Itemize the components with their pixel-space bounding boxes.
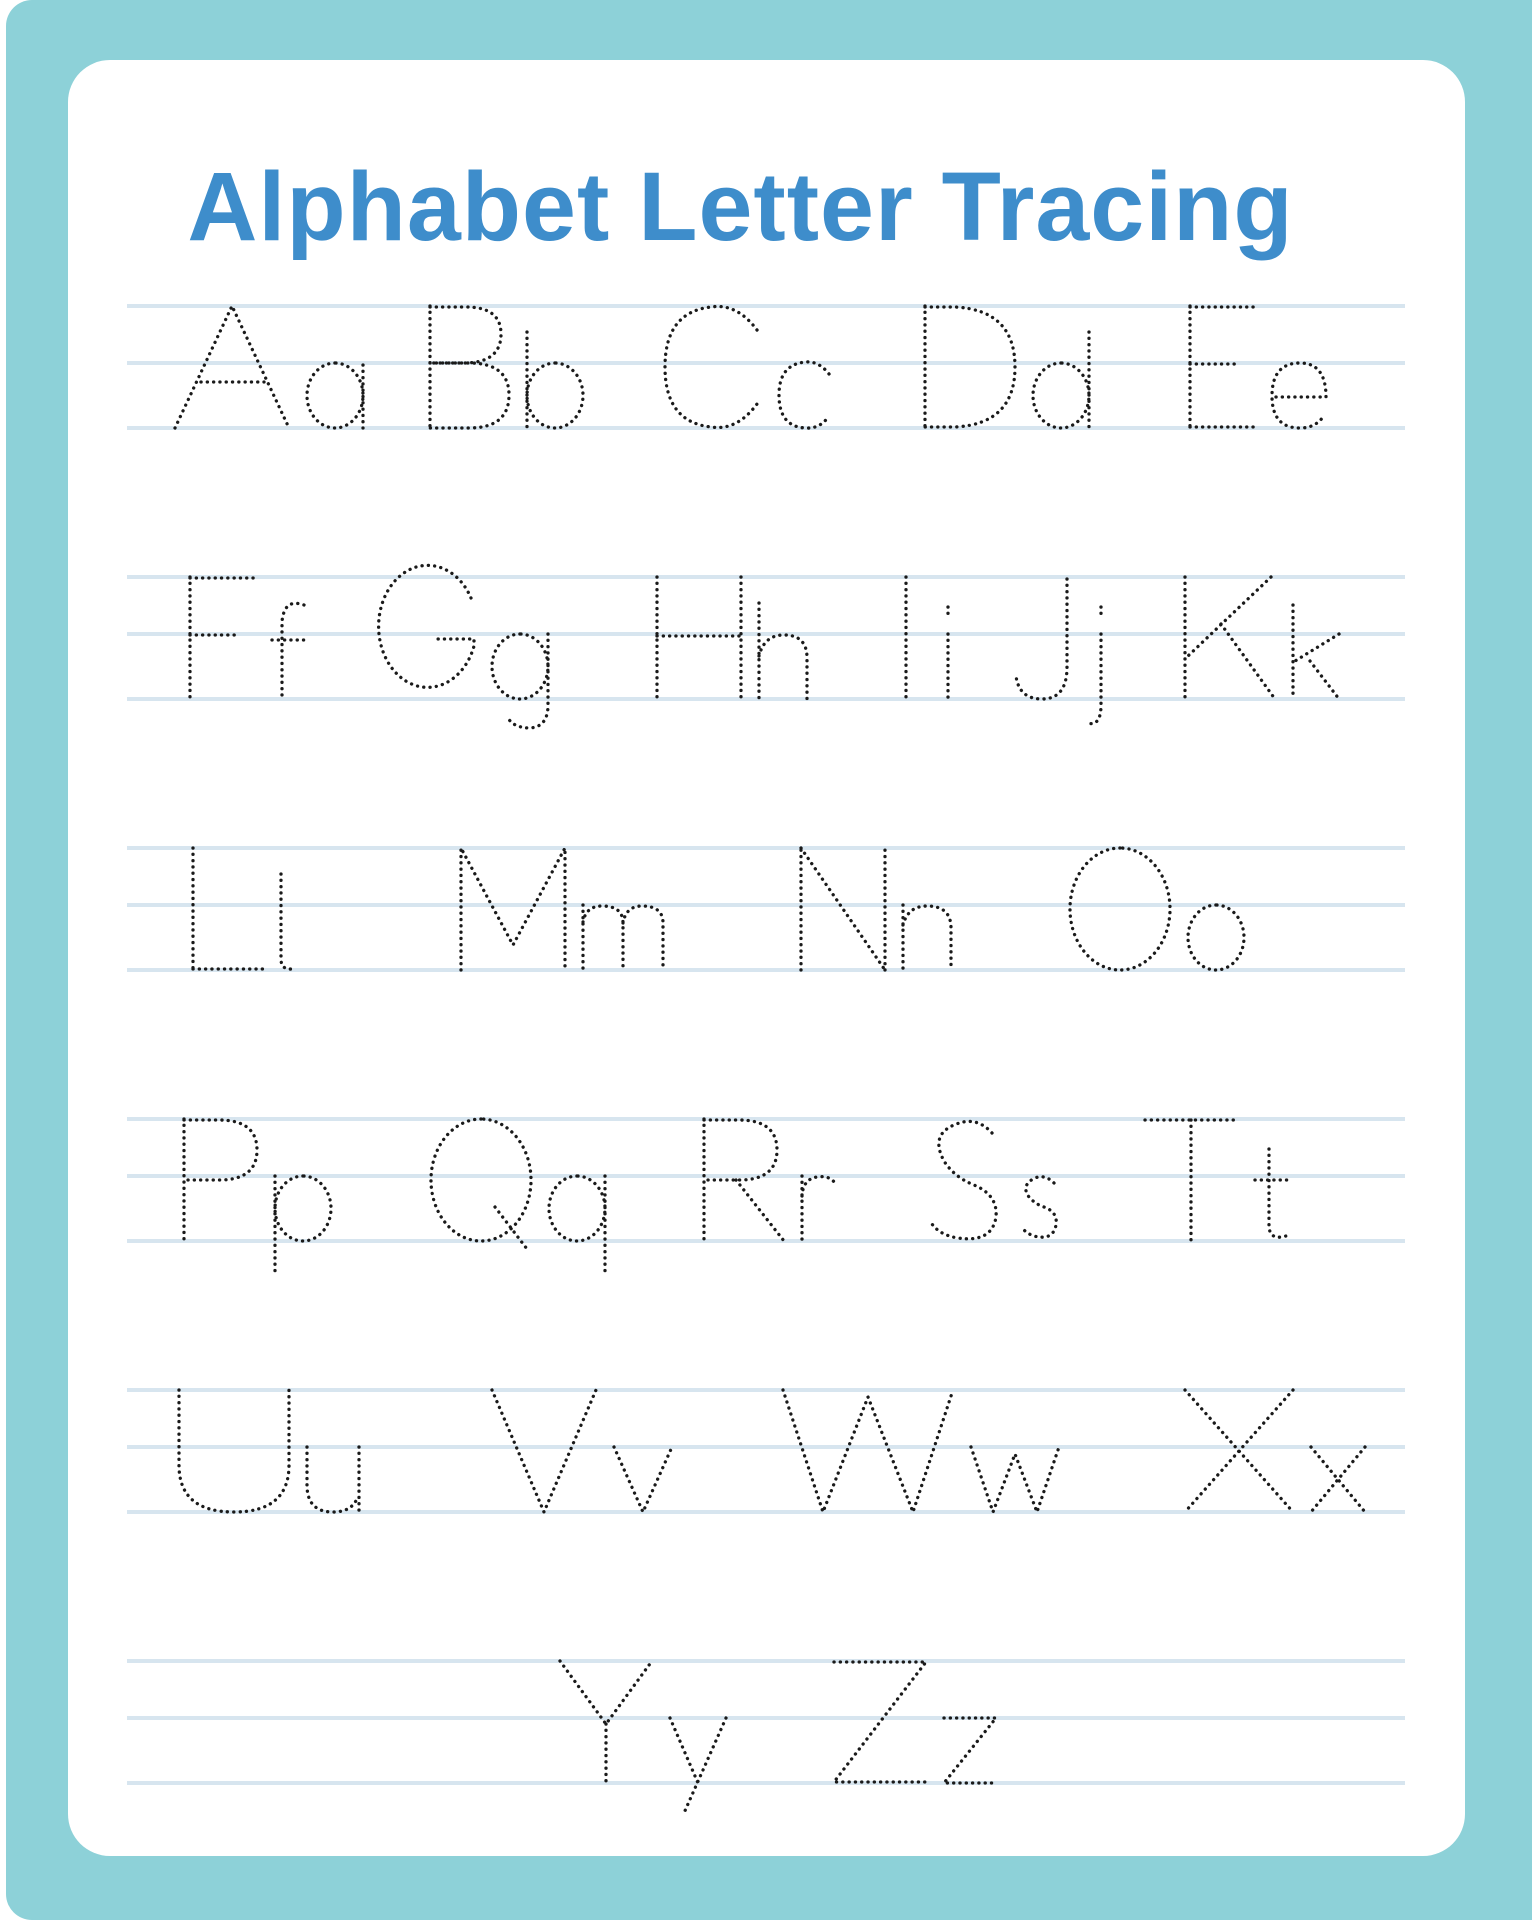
trace-letter-c-lowercase — [779, 362, 829, 428]
trace-letter-o-lowercase — [1188, 905, 1244, 970]
trace-letter-E-uppercase — [1190, 306, 1254, 428]
tracing-row-2 — [127, 565, 1405, 728]
trace-letter-D-uppercase — [925, 306, 1015, 428]
trace-letter-B-uppercase — [430, 306, 509, 428]
trace-letter-s-lowercase — [1021, 1177, 1056, 1237]
tracing-row-1 — [127, 306, 1405, 428]
trace-letter-X-uppercase — [1185, 1390, 1293, 1512]
trace-letter-G-uppercase — [379, 565, 474, 687]
trace-letter-T-uppercase — [1145, 1120, 1237, 1241]
trace-letter-Y-uppercase — [560, 1661, 652, 1783]
trace-letter-H-uppercase — [657, 577, 741, 699]
trace-letter-U-uppercase — [179, 1390, 289, 1512]
trace-letter-q-lowercase — [549, 1176, 605, 1271]
tracing-row-6 — [127, 1661, 1405, 1813]
trace-letter-M-uppercase — [461, 848, 565, 970]
trace-letter-n-lowercase — [903, 905, 951, 970]
trace-letter-b-lowercase — [527, 332, 583, 428]
trace-letter-l-lowercase — [281, 874, 292, 969]
trace-letter-J-uppercase — [1016, 579, 1067, 699]
trace-letter-Z-uppercase — [834, 1662, 926, 1782]
trace-letter-z-lowercase — [944, 1718, 996, 1783]
trace-letter-V-uppercase — [492, 1390, 596, 1512]
trace-letter-P-uppercase — [184, 1119, 257, 1241]
trace-letter-f-lowercase — [272, 603, 305, 699]
tracing-row-3 — [127, 848, 1405, 970]
trace-letter-W-uppercase — [783, 1390, 953, 1512]
trace-letter-A-uppercase — [175, 306, 289, 428]
trace-letter-k-lowercase — [1293, 605, 1339, 699]
trace-letter-d-lowercase — [1033, 332, 1089, 428]
trace-letter-t-lowercase — [1255, 1149, 1287, 1237]
trace-letter-e-lowercase — [1272, 363, 1326, 428]
trace-letter-N-uppercase — [801, 848, 885, 970]
trace-letter-O-uppercase — [1070, 848, 1170, 970]
trace-letter-x-lowercase — [1311, 1447, 1365, 1512]
trace-letter-S-uppercase — [930, 1121, 996, 1238]
trace-letter-p-lowercase — [275, 1176, 331, 1271]
trace-letter-R-uppercase — [704, 1119, 784, 1241]
trace-letter-v-lowercase — [614, 1447, 672, 1512]
trace-letter-g-lowercase — [492, 634, 548, 728]
trace-letter-L-uppercase — [193, 848, 263, 970]
trace-letter-h-lowercase — [759, 603, 807, 699]
trace-letter-m-lowercase — [583, 905, 663, 970]
trace-letter-r-lowercase — [802, 1176, 835, 1241]
trace-letter-Q-uppercase — [431, 1119, 531, 1249]
trace-letter-a-lowercase — [307, 363, 363, 428]
trace-letter-F-uppercase — [190, 577, 254, 699]
trace-letter-u-lowercase — [307, 1447, 359, 1512]
worksheet-title: Alphabet Letter Tracing — [187, 152, 1294, 261]
trace-letter-y-lowercase — [670, 1718, 726, 1813]
trace-letter-w-lowercase — [971, 1447, 1059, 1512]
trace-letter-C-uppercase — [665, 306, 757, 427]
trace-letter-K-uppercase — [1185, 577, 1275, 699]
trace-letter-j-lowercase — [1087, 607, 1101, 724]
tracing-row-4 — [127, 1119, 1405, 1271]
tracing-row-5 — [127, 1390, 1405, 1512]
